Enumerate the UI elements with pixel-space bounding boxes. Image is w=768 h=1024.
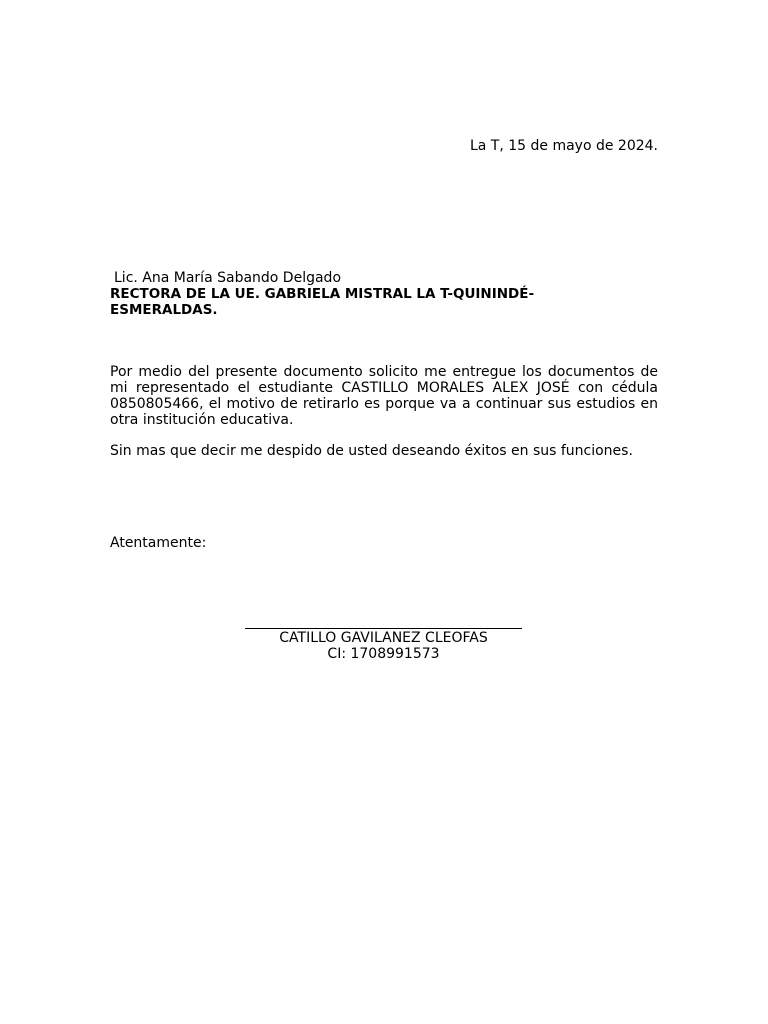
letter-date: La T, 15 de mayo de 2024. xyxy=(469,138,658,154)
signer-id: CI: 1708991573 xyxy=(327,646,440,662)
signature-line xyxy=(245,628,522,629)
letter-body xyxy=(110,364,658,459)
recipient-name: Lic. Ana María Sabando Delgado xyxy=(114,270,342,286)
body-paragraph: Por medio del presente documento solicito me entregue los documentos de mi representado el estudiante CASTILLO MORALES ALEX JOSÉ con cédula 0850805466, el motivo de retirarlo es porque va a continuar sus estudios en otra institución educativa. xyxy=(110,364,658,428)
signer-name: CATILLO GAVILANEZ CLEOFAS xyxy=(279,630,488,646)
signature-block xyxy=(245,620,522,662)
recipient-block xyxy=(110,270,580,318)
closing-paragraph: Sin mas que decir me despido de usted deseando éxitos en sus funciones. xyxy=(110,443,633,459)
salutation: Atentamente: xyxy=(110,535,207,551)
recipient-title: RECTORA DE LA UE. GABRIELA MISTRAL LA T-QUININDÉ-ESMERALDAS. xyxy=(110,286,535,318)
